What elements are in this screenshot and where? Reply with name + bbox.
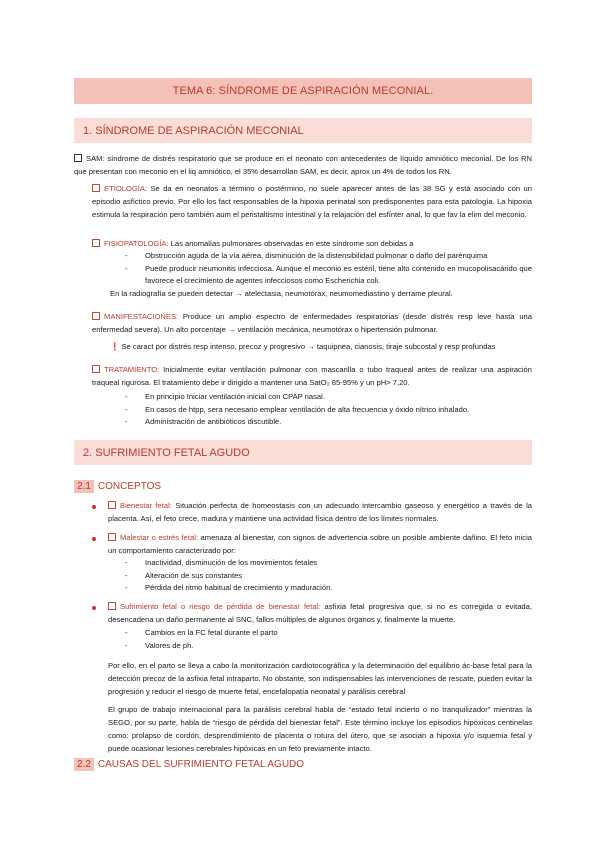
page-title: TEMA 6: SÍNDROME DE ASPIRACIÓN MECONIAL. — [74, 78, 532, 104]
list-item: - Alteración de sus constantes — [125, 570, 532, 583]
subsection-title: CAUSAS DEL SUFRIMIENTO FETAL AGUDO — [97, 758, 305, 770]
checkbox-icon — [108, 602, 116, 610]
list-item: - Puede producir neumonitis infecciosa. Aunque el meconio es estéril, tiene alto contenido en mucopolisacárido que favorece el crecimiento de agentes infecciosos como Escherichia coli. — [125, 263, 532, 288]
warning-note: ❗ Se caract por distrés resp intenso, precoz y progresivo → taquipnea, cianosis, tiraje subcostal y resp profundas — [110, 342, 496, 351]
fisiopatologia-list — [125, 250, 532, 288]
manifestaciones-paragraph: MANIFESTACIONES: Produce un amplio espectro de enfermedades respiratorias (desde distrés resp leve hasta una enfermedad severa). Un alto porcentaje → ventilación mecánica, neumotórax o hipertensión pulmonar. — [92, 312, 532, 334]
malestar-paragraph: Malestar o estrés fetal: amenaza al bienestar, con signos de advertencia sobre un posible ambiente dañino. El feto inicia un comportamiento caracterizado por: — [108, 533, 532, 555]
sam-intro: SAM: síndrome de distrés respiratorio que se produce en el neonato con antecedentes de líquido amniótico meconial. De los RN que presentan con meconio en el liq amniótico, el 35% desarrollan SAM, es decir, aprox un 4% de todos los RN. — [74, 154, 532, 176]
malestar-list — [125, 557, 532, 595]
sufrimiento-list — [125, 627, 532, 652]
list-item: - Administración de antibióticos discutible. — [125, 416, 532, 429]
sufrimiento-paragraph: Sufrimiento fetal o riesgo de pérdida de bienestar fetal: asfixia fetal progresiva que, si no es corregida o evitada, desencadena un daño permanente al SNC, fallos múltiples de algunos órganos y, finalmente la muerte. — [108, 602, 532, 624]
radiografia-text: En la radiografía se pueden detectar → atelectasia, neumotórax, neumomediastino y derrame pleural. — [110, 289, 453, 298]
section-heading-1: 1. SÍNDROME DE ASPIRACIÓN MECONIAL — [74, 118, 532, 143]
warning-icon: ❗ — [110, 342, 120, 351]
list-item: - En principio Iniciar ventilación inicial con CPAP nasal. — [125, 391, 532, 404]
checkbox-icon — [108, 533, 116, 541]
fisiopatologia-paragraph: FISIOPATOLOGÍA: Las anomalías pulmonares observadas en este síndrome son debidas a — [92, 237, 532, 250]
checkbox-icon — [92, 239, 100, 247]
bullet-icon — [92, 505, 96, 509]
subsection-title: CONCEPTOS — [97, 480, 162, 492]
subsection-number: 2.1 — [74, 480, 94, 493]
checkbox-icon — [74, 154, 82, 162]
bienestar-paragraph: Bienestar fetal: Situación perfecta de homeostasis con un adecuado intercambio gaseoso y energético a través de la placenta. Así, el feto crece, madura y mantiene una actividad física dentro de los límites normales. — [108, 501, 532, 523]
sego-paragraph: El grupo de trabajo internacional para la parálisis cerebral habla de “estado fetal incierto o no tranquilizador” mientras la SEGO, por su parte, habla de “riesgo de pérdida del bienestar fetal”. Este término incluye los episodios hipóxicos centinelas como: prolapso de cordón, desprendimiento de placenta o rotura del útero, que se asocian a hipoxia y/o isquemia fetal y puede ocasionar lesiones cerebrales hipóxicas en un feto previamente intacto. — [108, 705, 532, 753]
tratamiento-list — [125, 391, 532, 429]
checkbox-icon — [108, 501, 116, 509]
etiologia-paragraph: ETIOLOGÍA: Se da en neonatos a término o postérmino, no suele aparecer antes de las 38 SG y está asociado con un episodio asfíctico previo. Por ello los fact responsables de la hipoxia perinatal son predisponentes para esta patología. La hipoxia estimula la respiración pero también aum el peristaltismo intestinal y la relajación del esfínter anal, lo que fav la elim del meconio. — [92, 184, 532, 219]
list-item: - Inactividad, disminución de los movimientos fetales — [125, 557, 532, 570]
subsection-heading-2-1 — [74, 479, 161, 493]
checkbox-icon — [92, 312, 100, 320]
subsection-number: 2.2 — [74, 758, 94, 771]
list-item: - Valores de ph. — [125, 640, 532, 653]
list-item: - Pérdida del ritmo habitual de crecimiento y maduración. — [125, 582, 532, 595]
list-item: - En casos de htpp, sera necesario emplear ventilación de alta frecuencia y óxido nítrico inhalado. — [125, 404, 532, 417]
section-heading-2: 2. SUFRIMIENTO FETAL AGUDO — [74, 440, 532, 465]
list-item: - Cambios en la FC fetal durante el parto — [125, 627, 532, 640]
checkbox-icon — [92, 184, 100, 192]
list-item: - Obstrucción aguda de la vía aérea, disminución de la distensibilidad pulmonar o daño del parénquima — [125, 250, 532, 263]
bullet-icon — [92, 606, 96, 610]
subsection-heading-2-2 — [74, 757, 304, 771]
checkbox-icon — [92, 365, 100, 373]
monitorizacion-paragraph: Por ello, en el parto se lleva a cabo la monitorización cardiotocográfica y la determinación del equilibrio ác-base fetal para la detección precoz de la asfixia fetal intraparto. No obstante, son indispensables las intervenciones de rescate, pueden evitar la progresión y reducir el riesgo de muerte fetal, encefalopatía neonatal y parálisis cerebral — [108, 661, 532, 696]
tratamiento-paragraph: TRATAMIENTO: Inicialmente evitar ventilación pulmonar con mascarilla o tubo traqueal antes de realizar una aspiración traqueal rigurosa. El tratamiento debe ir dirigido a mantener una SatO₂ 85-95% y un pH> 7,20. — [92, 365, 532, 387]
bullet-icon — [92, 537, 96, 541]
